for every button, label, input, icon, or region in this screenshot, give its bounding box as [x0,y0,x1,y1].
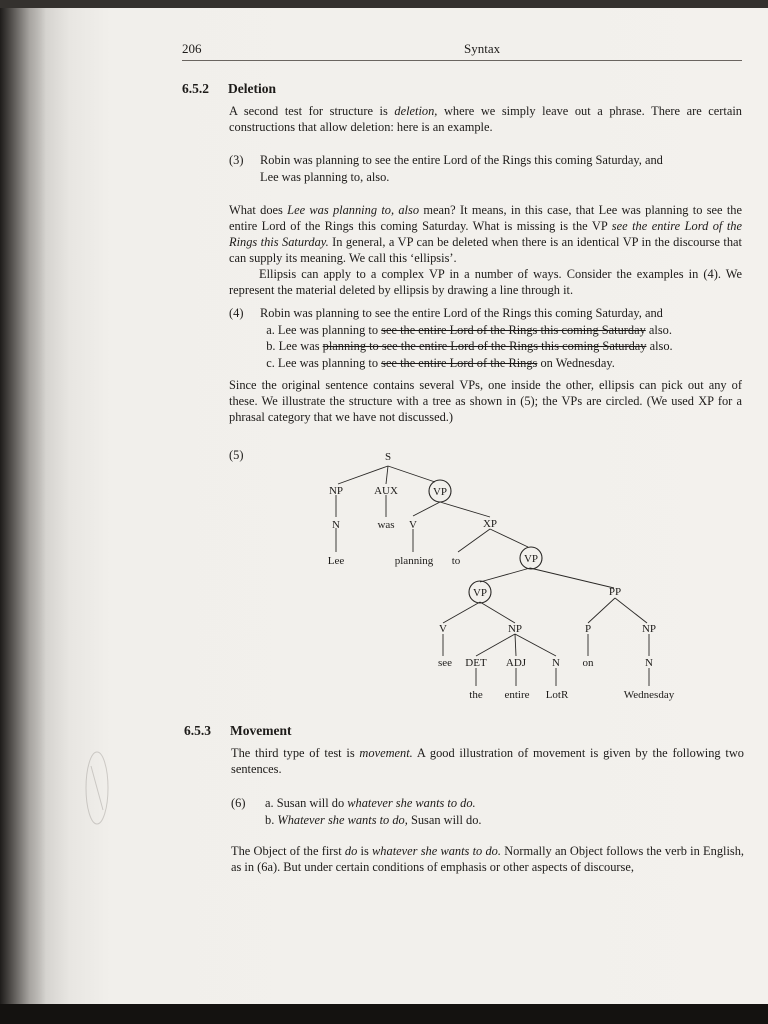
tree-branch [490,529,528,547]
leaf-see: see [437,657,453,669]
tree-branch [388,466,435,482]
running-header [182,40,742,61]
node-N-pp: N [645,657,653,669]
deleted-text: see the entire Lord of the Rings [381,355,538,370]
emphasis: Lee was planning to, also [287,203,420,217]
text-run: The Object of the first [231,844,345,858]
example-item-b [260,338,730,355]
tree-branch [480,568,530,582]
node-VP-mid: VP [523,553,539,565]
node-NP-pp: NP [641,623,657,635]
tree-branch [480,602,515,623]
tree-branch [386,466,388,484]
emphasis: movement. [359,746,413,760]
tree-branch [530,568,614,588]
deleted-text: planning to see the entire Lord of the Rings this coming Saturday [322,339,647,353]
text-run: In general, a VP can be deleted when there is an identical VP in the discourse that can supply its meaning. We call this ‘ellipsis’. [229,235,743,265]
leaf-Lee: Lee [327,555,345,567]
example-item-a [265,795,735,812]
tree-branch [338,466,388,484]
leaf-to: to [451,555,461,567]
node-N: N [332,519,340,531]
paragraph-text: Since the original sentence contains several VPs, one inside the other, ellipsis can pick out any of these. We illustrate the structure with a tree as shown in (5); the VPs are circled. (We used XP for a phrasal category that we have not discussed.) [229,378,742,424]
leaf-was: was [377,519,395,531]
example-item-a [260,322,730,339]
bottom-edge [0,1004,768,1024]
tree-branch [440,502,490,517]
text-run: A second test for structure is [229,104,395,118]
item-label: c. [266,355,275,370]
emphasis: deletion, [394,104,438,118]
tree-branch [413,502,440,516]
node-V-see: V [439,623,447,635]
syntax-tree [300,440,720,720]
emphasis: whatever she wants to do. [372,844,501,858]
item-label: b. [266,339,276,353]
text-run: Normally an Object follows the verb in English, as in (6a). But under certain conditions of emphasis or other aspects of discourse, [231,844,745,874]
example-5-label [229,447,269,465]
section-heading-movement [184,723,291,739]
section-title: Deletion [228,81,276,96]
text-run: Susan will do. [407,812,482,827]
text-run: mean? It means, in this case, that Lee was planning to see the entire Lord of the Rings this coming Saturday. What is missing is the VP [229,203,743,233]
tree-branch [515,634,516,656]
section-title: Movement [230,723,292,738]
example-item-b [265,812,735,829]
node-PP: PP [608,586,622,598]
node-NP: NP [328,485,344,497]
running-title: Syntax [464,41,501,56]
node-V: V [409,519,417,531]
library-stamp-mark [84,748,110,828]
book-spine-shadow [0,0,46,1010]
node-XP: XP [482,518,498,530]
text-run: also. [646,339,673,353]
text-run: on Wednesday. [537,355,615,370]
node-NP-object: NP [507,623,523,635]
ellipsis-complex-paragraph: Ellipsis can apply to a complex VP in a number of ways. Consider the examples in (4). We represent the material deleted by ellipsis by drawing a line through it. [229,267,742,297]
text-run: is [357,844,373,858]
section-heading-deletion [182,81,276,97]
text-run: where we simply leave out a phrase. There are certain constructions that allow deletion: here is an example. [229,104,742,134]
node-VP-low: VP [472,587,488,599]
item-label: b. [265,812,275,827]
object-paragraph [231,843,744,875]
page-number: 206 [182,41,202,56]
example-line: Lee was planning to, also. [260,169,390,184]
deletion-intro-paragraph [229,103,742,135]
tree-branch [443,602,480,623]
example-number: (3) [229,153,244,167]
example-item-c [260,355,730,372]
example-number: (4) [229,306,244,320]
leaf-Wednesday: Wednesday [623,689,675,701]
example-3 [229,152,742,186]
tree-branch [615,598,647,623]
text-run: What does [229,203,288,217]
movement-intro-paragraph [231,745,744,777]
tree-branch [515,634,556,656]
text-run: A good illustration of movement is given by the following two sentences. [231,746,744,776]
example-lead-line: Robin was planning to see the entire Lord of the Rings this coming Saturday, and [260,306,663,320]
node-S: S [384,451,392,463]
section-number: 6.5.3 [184,723,211,738]
node-AUX: AUX [374,485,398,497]
leaf-planning: planning [394,555,434,567]
leaf-on: on [582,657,594,669]
vp-structure-paragraph [229,377,742,425]
item-label: a. [266,322,275,337]
section-number: 6.5.2 [182,81,209,96]
item-label: a. [265,796,274,810]
tree-branch [458,529,490,552]
emphasis: do [344,844,358,858]
node-DET: DET [465,657,487,669]
emphasis: see the entire Lord of the Rings this Saturday. [229,219,742,249]
text-run: Susan will do [276,796,348,810]
leaf-LotR: LotR [545,689,569,701]
leaf-entire: entire [504,689,530,701]
node-P: P [584,623,592,635]
emphasis: whatever she wants to do. [347,796,476,810]
leaf-the: the [469,689,483,701]
example-line: Robin was planning to see the entire Lord of the Rings this coming Saturday, and [260,153,663,167]
example-6 [231,795,744,829]
node-ADJ: ADJ [505,657,527,669]
top-edge [0,0,768,8]
node-N-obj: N [552,657,560,669]
ellipsis-explanation-paragraph [229,202,742,298]
example-4 [229,305,742,371]
example-number: (6) [231,796,246,810]
tree-branch [588,598,615,623]
text-run: also. [645,322,672,337]
emphasis: Whatever she wants to do, [277,812,408,827]
deleted-text: see the entire Lord of the Rings this coming Saturday [381,322,646,337]
text-run: Lee was planning to [277,322,382,337]
text-run: Lee was planning to [277,355,382,370]
text-run: The third type of test is [231,746,360,760]
example-number: (5) [229,448,244,462]
node-VP-top: VP [432,486,448,498]
tree-branch [476,634,515,656]
text-run: Lee was [278,339,323,353]
